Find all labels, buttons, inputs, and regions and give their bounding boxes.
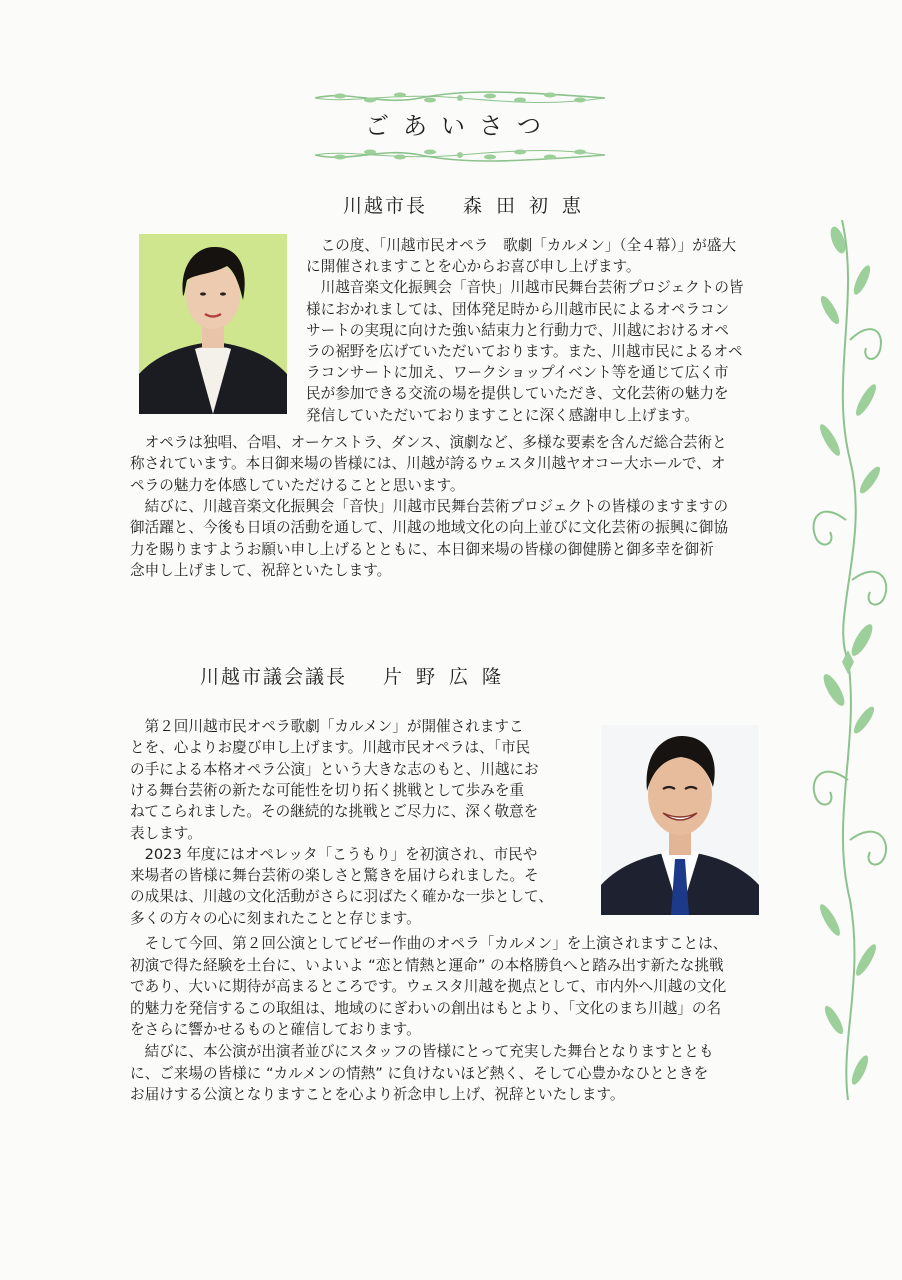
text-line: この度、「川越市民オペラ 歌劇「カルメン」（全４幕）」が盛大 — [306, 237, 737, 254]
chairman-role: 川越市議会議長 — [200, 666, 348, 688]
text-line: ペラの魅力を体感していただけることと思います。 — [130, 476, 465, 494]
chairman-heading — [200, 662, 515, 689]
text-line: とを、心よりお慶び申し上げます。川越市民オペラは、「市民 — [130, 739, 531, 757]
text-line: 来場者の皆様に舞台芸術の楽しさと驚きを届けられました。そ — [130, 867, 539, 885]
vine-ornament-icon — [310, 90, 610, 106]
text-line: 結びに、本公演が出演者並びにスタッフの皆様にとって充実した舞台となりますととも — [130, 1043, 714, 1060]
mayor-role: 川越市長 — [343, 195, 428, 217]
text-line: 発信していただいておりますことに深く感謝申し上げます。 — [306, 406, 699, 424]
mayor-portrait — [139, 234, 287, 414]
text-line: 民が参加できる交流の場を提供していただき、文化芸術の魅力を — [306, 385, 729, 403]
text-line: に開催されますことを心からお喜び申し上げます。 — [306, 258, 641, 276]
mayor-heading — [343, 191, 595, 218]
mayor-name: 森田初恵 — [463, 195, 596, 217]
text-line: サートの実現に向けた強い結束力と行動力で、川越におけるオペ — [306, 321, 729, 339]
vine-border-icon — [800, 220, 900, 1100]
text-line: オペラは独唱、合唱、オーケストラ、ダンス、演劇など、多様な要素を含んだ総合芸術と — [130, 434, 727, 451]
text-line: 川越音楽文化振興会「音快」川越市民舞台芸術プロジェクトの皆 — [306, 279, 744, 297]
text-line: そして今回、第２回公演としてビゼー作曲のオペラ「カルメン」を上演されますことは、 — [130, 935, 728, 952]
chairman-name: 片野広隆 — [383, 666, 516, 688]
text-line: ねてこられました。その継続的な挑戦とご尽力に、深く敬意を — [130, 803, 539, 821]
text-line: であり、大いに期待が高まるところです。ウェスタ川越を拠点として、市内外へ川越の文化 — [130, 978, 727, 996]
text-line: 結びに、川越音楽文化振興会「音快」川越市民舞台芸術プロジェクトの皆様のますますの — [130, 497, 729, 515]
text-line: お届けする公演となりますことを心より祈念申し上げ、祝辞といたします。 — [130, 1086, 625, 1104]
text-line: 称されています。本日御来場の皆様には、川越が誇るウェスタ川越ヤオコー大ホールで、オ — [130, 455, 726, 473]
text-line: 多くの方々の心に刻まれたことと存じます。 — [130, 909, 421, 927]
text-line: の成果は、川越の文化活動がさらに羽ばたく確かな一歩として、 — [130, 888, 553, 906]
portrait-photo-icon — [139, 234, 287, 414]
text-line: 第２回川越市民オペラ歌劇「カルメン」が開催されますこ — [130, 718, 524, 735]
vine-ornament-icon — [310, 147, 610, 163]
text-line: に、ご来場の皆様に “カルメンの情熱” に負けないほど熱く、そして心豊かなひとときを — [130, 1064, 709, 1082]
text-line: ける舞台芸術の新たな可能性を切り拓く挑戦として歩みを重 — [130, 781, 525, 799]
text-line: をさらに響かせるものと確信しております。 — [130, 1021, 421, 1039]
text-line: の手による本格オペラ公演」という大きな志のもと、川越にお — [130, 760, 539, 778]
text-line: 様におかれましては、団体発足時から川越市民によるオペラコン — [306, 300, 730, 318]
text-line: 念申し上げまして、祝辞といたします。 — [130, 561, 392, 579]
text-line: ラの裾野を広げていただいております。また、川越市民によるオペ — [306, 343, 743, 360]
text-line: 表します。 — [130, 824, 202, 842]
text-line: 2023 年度にはオペレッタ「こうもり」を初演され、市民や — [130, 845, 538, 863]
text-line: 力を賜りますようお願い申し上げるとともに、本日御来場の皆様の御健勝と御多幸を御祈 — [130, 540, 714, 558]
page-title: ごあいさつ — [365, 112, 555, 140]
text-line: 初演で得た経験を土台に、いよいよ “恋と情熱と運命” の本格勝負へと踏み出す新たな挑戦 — [130, 956, 724, 974]
text-line: 的魅力を発信するこの取組は、地域のにぎわいの創出はもとより、「文化のまち川越」の名 — [130, 999, 722, 1017]
text-line: 御活躍と、今後も日頃の活動を通して、川越の地域文化の向上並びに文化芸術の振興に御協 — [130, 519, 729, 537]
portrait-photo-icon — [601, 725, 759, 915]
chairman-portrait — [601, 725, 759, 915]
text-line: ラコンサートに加え、ワークショップイベント等を通じて広く市 — [306, 364, 729, 382]
